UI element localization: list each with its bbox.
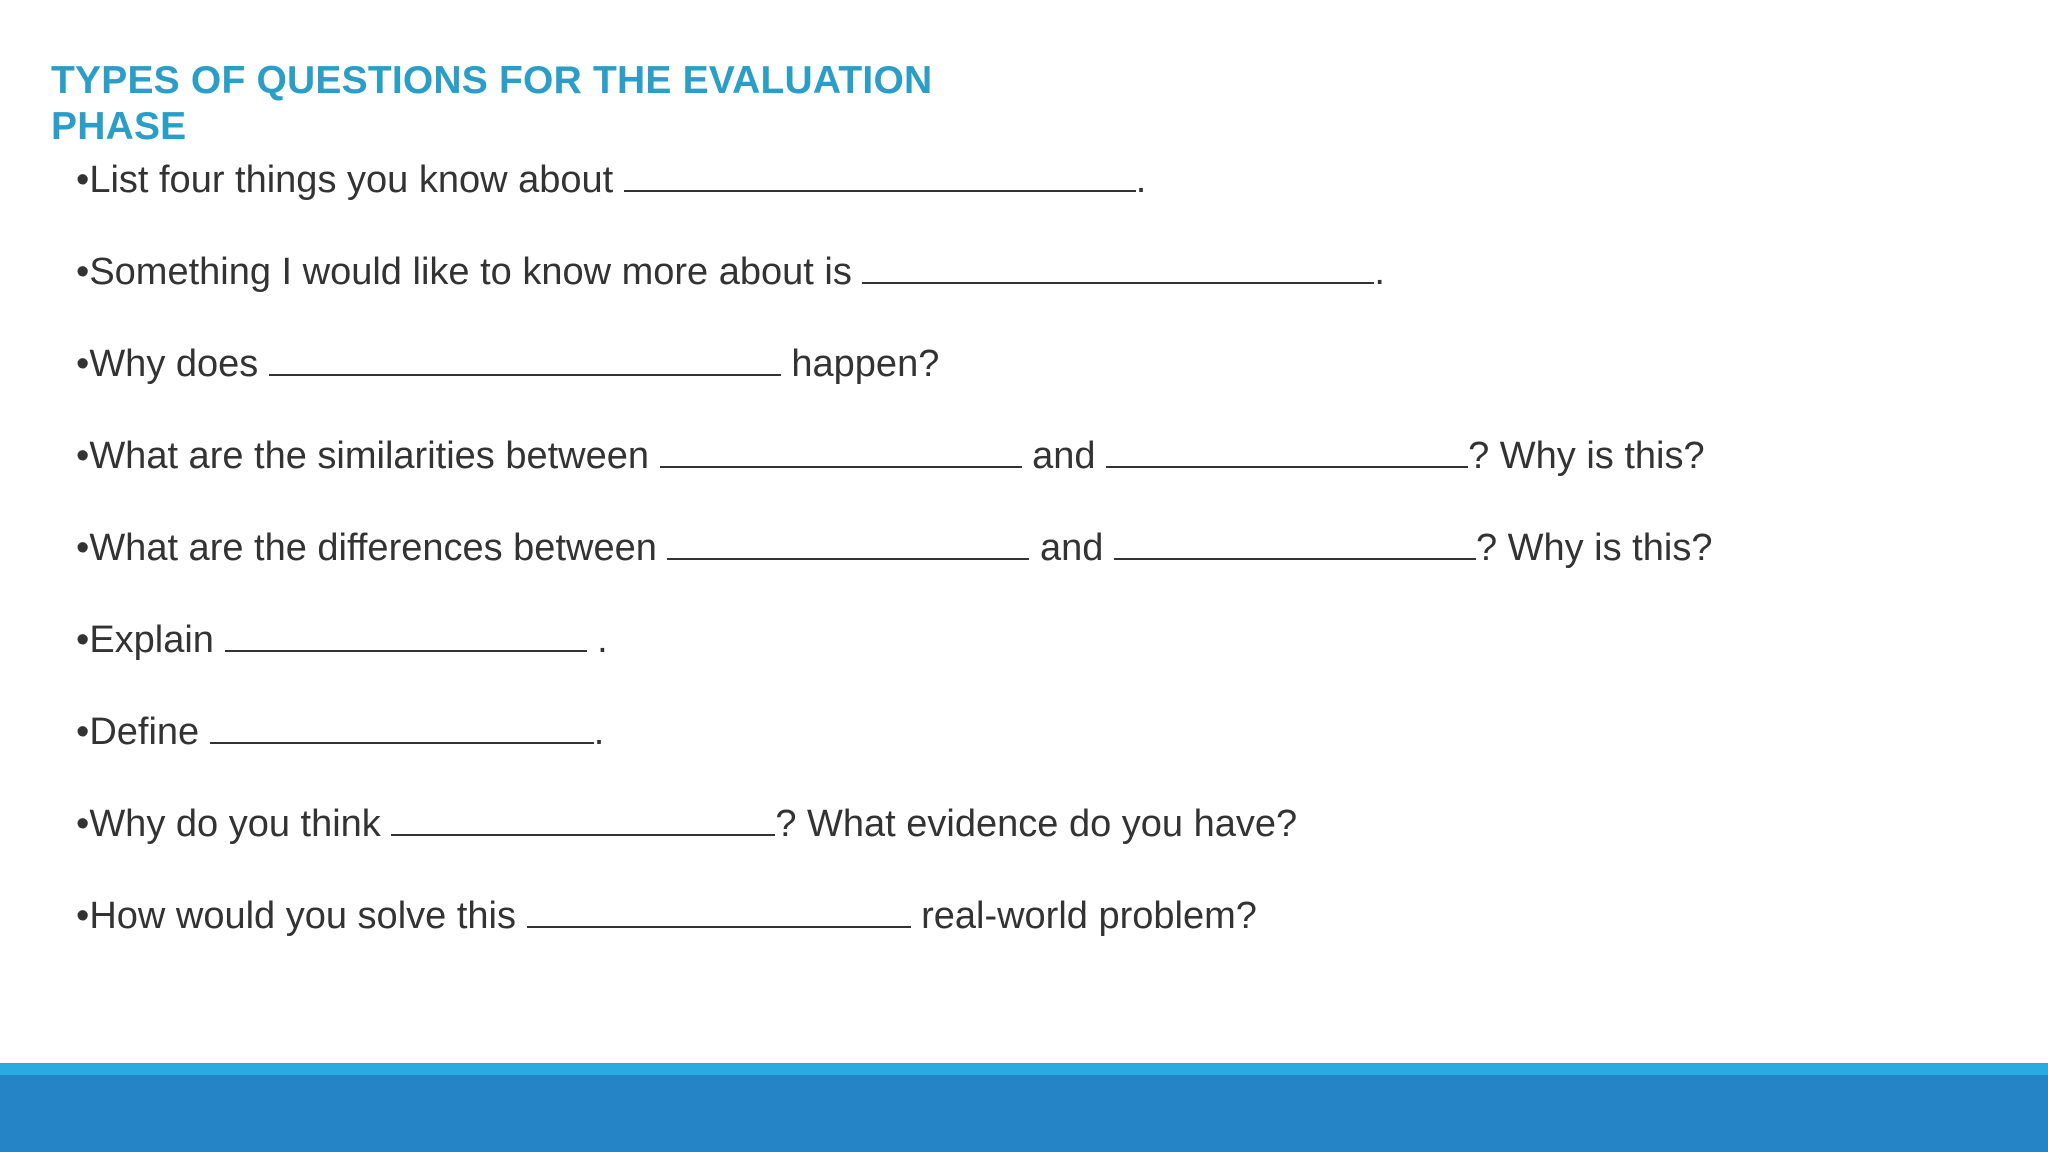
bullet: • [76,619,90,661]
slide-title: TYPES OF QUESTIONS FOR THE EVALUATION PHASE [51,59,933,148]
question-text: Why do you think [89,803,392,845]
answer-blank[interactable] [1106,438,1468,468]
answer-blank[interactable] [527,898,911,928]
question-item [76,434,1705,478]
bullet: • [76,159,90,201]
question-item [76,894,1257,938]
answer-blank[interactable] [269,346,781,376]
bullet: • [76,527,90,569]
bullet: • [76,343,90,385]
bullet: • [76,251,90,293]
question-text: What are the differences between [89,527,668,569]
question-text: List four things you know about [89,159,624,201]
question-item [76,342,939,386]
footer-band-dark [0,1075,2048,1152]
answer-blank[interactable] [862,254,1374,284]
answer-blank[interactable] [660,438,1022,468]
answer-blank[interactable] [391,806,775,836]
footer-band-light [0,1063,2048,1075]
question-text: and [1021,435,1107,477]
question-item [76,158,1146,202]
question-text: and [1029,527,1114,569]
bullet: • [76,711,90,753]
question-text: What are the similarities between [89,435,660,477]
answer-blank[interactable] [1114,530,1476,560]
question-text: Something I would like to know more about is [89,251,863,293]
question-text: . [586,619,608,661]
question-text: Define [89,711,210,753]
question-text: ? What evidence do you have? [775,803,1298,845]
answer-blank[interactable] [210,714,594,744]
question-text: How would you solve this [89,895,527,937]
bullet: • [76,803,90,845]
question-text: . [593,711,605,753]
question-text: . [1374,251,1385,293]
question-item [76,802,1297,846]
bullet: • [76,435,90,477]
answer-blank[interactable] [624,162,1136,192]
question-item [76,526,1712,570]
question-text: real-world problem? [910,895,1257,937]
answer-blank[interactable] [225,622,587,652]
bullet: • [76,895,90,937]
question-text: happen? [780,343,940,385]
question-text: Why does [89,343,269,385]
question-text: ? Why is this? [1475,527,1713,569]
question-item [76,710,604,754]
question-item [76,618,608,662]
question-text: ? Why is this? [1468,435,1705,477]
question-item [76,250,1385,294]
answer-blank[interactable] [667,530,1029,560]
question-text: Explain [89,619,225,661]
question-text: . [1135,159,1147,201]
